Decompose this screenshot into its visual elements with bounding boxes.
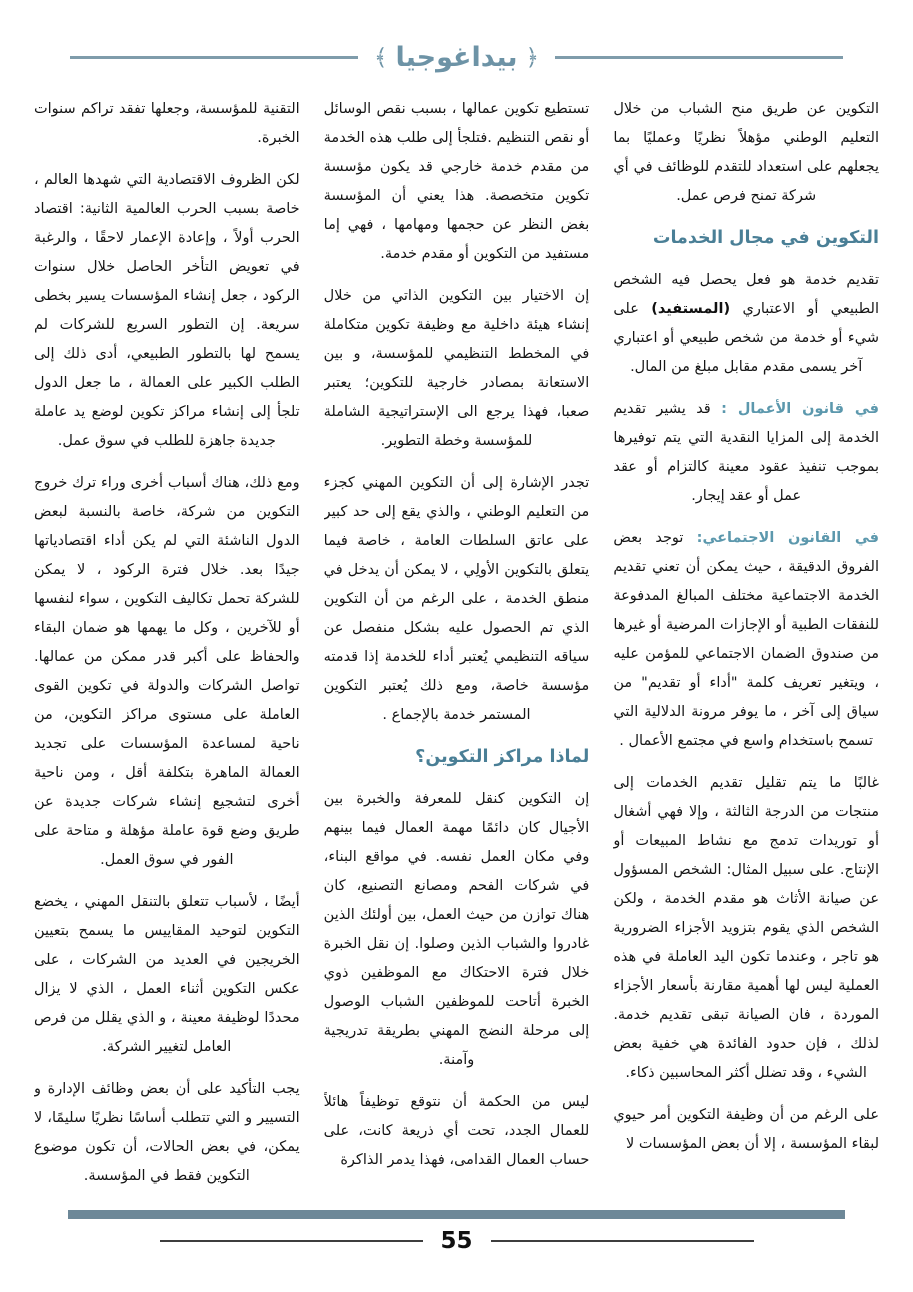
paragraph-text: على شيء أو خدمة من شخص طبيعي أو اعتباري آخر يسمى مقدم مقابل مبلغ من المال. [613, 301, 879, 375]
column-left [34, 95, 300, 1187]
paragraph: تستطيع تكوين عمالها ، بسبب نقص الوسائل أو نقص التنظيم .فتلجأ إلى طلب هذه الخدمة من مقدم خدمة خارجي قد يكون مؤسسة تكوين متخصصة. هذا يعني أن المؤسسة بغض النظر عن حجمها ومهامها ، فهي إما مستفيد من التكوين أو مقدم خدمة. [323, 101, 590, 262]
paragraph: أيضًا ، لأسباب تتعلق بالتنقل المهني ، يخضع التكوين لتوحيد المقاييس ما يسمح بتعيين الخريجين في العديد من الشركات ، على عكس التكوين أثناء العمل ، الذي لا يزال محددًا لوظيفة معينة ، و الذي يقلل من فرص العامل لتغيير الشركة. [33, 894, 300, 1055]
journal-title: بيداغوجيا [395, 42, 518, 73]
paragraph: التقنية للمؤسسة، وجعلها تفقد تراكم سنوات الخبرة. [33, 101, 300, 146]
paragraph: غالبًا ما يتم تقليل تقديم الخدمات إلى منتجات من الدرجة الثالثة ، وإلا فهي أشغال أو توريدات تدمج مع نشاط المبيعات أو الإنتاج. على سبيل المثال: الشخص المسؤول عن صيانة الأثاث هو مقدم الخدمة ، ولكن الشخص الذي يقوم بتزويد الأجزاء الضرورية هو تاجر ، وعندما تكون اليد العاملة في هذه العملية ليس لها أهمية مقارنة بأسعار الأجزاء الموردة ، فان الصيانة تبقى تقديم خدمة. لذلك ، فإن حدود الفائدة هي خفية بعض الشيء ، وقد تضلل أكثر المحاسبين ذكاء. [613, 775, 879, 1081]
paragraph: لكن الظروف الاقتصادية التي شهدها العالم ، خاصة بسبب الحرب العالمية الثانية: اقتصاد الحرب أولاً ، وإعادة الإعمار لاحقًا ، والرغبة في تعويض التأخر الحاصل خلال سنوات الركود ، جعل إنشاء المؤسسات يسير بخطى سريعة. إن التطور السريع للشركات لم يسمح لها بالتطور الطبيعي، أدى ذلك إلى الطلب الكبير على العمالة ، ما جعل الدول تلجأ إلى إنشاء مراكز تكوين لوضع يد عاملة جديدة جاهزة للطلب في سوق عمل. [33, 172, 300, 449]
section-heading-why-training-centers: لماذا مراكز التكوين؟ [415, 747, 590, 767]
paragraph [613, 524, 879, 756]
column-right [613, 95, 879, 1187]
column-middle [324, 95, 590, 1187]
paragraph: التكوين عن طريق منح الشباب من خلال التعليم الوطني مؤهلاً نظريًا وعمليًا بما يجعلهم على استعداد للتقدم للوظائف في أي شركة تمنح فرص عمل. [613, 101, 879, 204]
ornate-bracket-left-icon: ﴾ [374, 45, 388, 71]
paragraph-text: توجد بعض الفروق الدقيقة ، حيث يمكن أن تعني تقديم الخدمة الاجتماعية مختلف المبالغ المدفوعة للنفقات الطبية أو الإجازات المرضية أو غيرها من صندوق الضمان الاجتماعي للمؤمن عليه ، ويتغير تعريف كلمة "أداء أو تقديم" من سياق إلى آخر ، ما يوفر مرونة الدلالية التي تسمح باستخدام واسع في مجتمع الأعمال . [613, 530, 879, 749]
inline-subheading-social-law: في القانون الاجتماعي: [696, 530, 879, 546]
page-header [0, 0, 913, 87]
paragraph: إن الاختيار بين التكوين الذاتي من خلال إنشاء هيئة داخلية مع وظيفة تكوين متكاملة في المخطط التنظيمي للمؤسسة، و بين الاستعانة بمصادر خارجية للتكوين؛ يعتبر صعبا، فهذا يرجع الى الإستراتيجية الشاملة للمؤسسة وخطة التطوير. [323, 288, 590, 449]
footer-rule-left [160, 1240, 423, 1242]
paragraph: على الرغم من أن وظيفة التكوين أمر حيوي لبقاء المؤسسة ، إلا أن بعض المؤسسات لا [613, 1107, 879, 1152]
paragraph: يجب التأكيد على أن بعض وظائف الإدارة و التسيير و التي تتطلب أساسًا نظريًا سليمًا، لا يمكن، في بعض الحالات، أن تكون موضوع التكوين فقط في المؤسسة. [33, 1081, 300, 1184]
paragraph: ليس من الحكمة أن نتوقع توظيفاً هائلاً للعمال الجدد، تحت أي ذريعة كانت، على حساب العمال القدامى، فهذا يدمر الذاكرة [323, 1094, 590, 1168]
bold-term-beneficiary: (المستفيد) [651, 301, 731, 317]
section-heading-services: التكوين في مجال الخدمات [652, 228, 879, 248]
footer-accent-bar [68, 1210, 845, 1219]
paragraph: تجدر الإشارة إلى أن التكوين المهني كجزء من التعليم الوطني ، والذي يقع إلى حد كبير على عاتق السلطات العامة ، خاصة فيما يتعلق بالتكوين الأولِي ، لا يمكن أن يدخل في منطق الخدمة ، على الرغم من أن التكوين الذي تم الحصول عليه بشكل منفصل عن سياقه التنظيمي يُعتبر أداء للخدمة إذا قدمته مؤسسة خاصة، ومع ذلك يُعتبر التكوين المستمر خدمة بالإجماع . [323, 475, 590, 723]
article-columns [0, 87, 913, 1187]
journal-title-wrap [374, 42, 539, 73]
footer-rule-right [491, 1240, 754, 1242]
ornate-bracket-right-icon: ﴿ [525, 45, 539, 71]
paragraph [613, 395, 879, 511]
header-rule-left [70, 56, 358, 59]
paragraph: ومع ذلك، هناك أسباب أخرى وراء ترك خروج التكوين من شركة، خاصة بالنسبة لبعض الدول الناشئة التي لم يكن أداء اقتصادياتها جيدًا بعد. خلال فترة الركود ، لا يمكن للشركة تحمل تكاليف التكوين ، سواء لنفسها أو للآخرين ، وكل ما يهمها هو ضمان البقاء والحفاظ على أكبر قدر ممكن من عمالها. تواصل الشركات والدولة في تكوين القوى العاملة على مستوى مراكز التكوين، من ناحية لمساعدة المؤسسات على تجديد العمالة الماهرة بتكلفة أقل ، ومن ناحية أخرى لتشجيع إنشاء شركات جديدة عن طريق وضع قوة عاملة مؤهلة و متاحة على الفور في سوق العمل. [33, 475, 300, 868]
page-number: 55 [440, 1228, 473, 1254]
page-footer [0, 1228, 913, 1254]
paragraph: إن التكوين كنقل للمعرفة والخبرة بين الأجيال كان دائمًا مهمة العمال فيما بينهم وفي مكان العمل نفسه. في مواقع البناء، في شركات الفحم ومصانع التصنيع، كان هناك توازن من حيث العمل، بين أولئك الذين غادروا والشباب الذين وصلوا. إن نقل الخبرة خلال فترة الاحتكاك مع الموظفين ذوي الخبرة أتاحت للموظفين الشباب الوصول إلى مرحلة النضج المهني بطريقة تدريجية وآمنة. [323, 791, 590, 1068]
paragraph [613, 266, 879, 382]
inline-subheading-business-law: في قانون الأعمال : [721, 401, 879, 417]
paragraph-text: قد يشير تقديم الخدمة إلى المزايا النقدية التي يتم توفيرها بموجب تنفيذ عقود معينة كالتزام أو عقد عمل أو عقد إيجار. [613, 401, 879, 504]
paragraph-text: تقديم خدمة هو فعل يحصل فيه الشخص الطبيعي أو الاعتباري [613, 272, 879, 317]
header-rule-right [555, 56, 843, 59]
